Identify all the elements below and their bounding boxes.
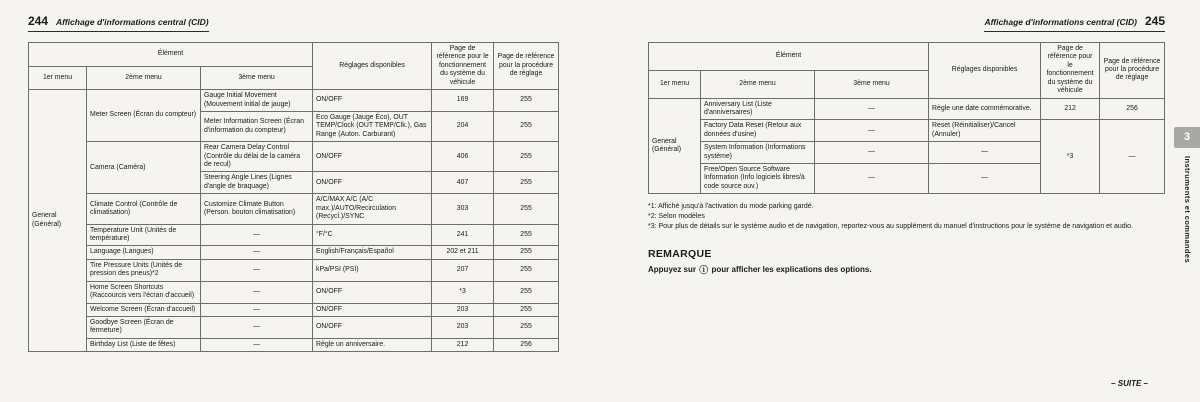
ref-vehicle-cell: 207 [432, 259, 494, 281]
menu3-cell: — [201, 303, 313, 316]
ref-vehicle-cell: 212 [1041, 98, 1100, 120]
table-row [29, 90, 559, 112]
menu1-cell: General (Général) [649, 98, 701, 194]
remark-text-prefix: Appuyez sur [648, 264, 697, 274]
remark-text-suffix: pour afficher les explications des options. [711, 264, 872, 274]
ref-setting-cell: 255 [494, 90, 559, 112]
menu2-cell: Home Screen Shortcuts (Raccourcis vers l'écran d'accueil) [87, 281, 201, 303]
menu1-header: 1er menu [29, 66, 87, 90]
ref-setting-cell: 255 [494, 303, 559, 316]
table-row [29, 316, 559, 338]
right-page-header [984, 14, 1165, 32]
menu3-cell: — [201, 281, 313, 303]
right-page [648, 14, 1165, 274]
menu2-cell: Language (Langues) [87, 246, 201, 259]
table-row [29, 338, 559, 351]
table-row [649, 120, 1165, 142]
ref-setting-cell: — [1100, 120, 1165, 194]
ref-vehicle-cell: *3 [1041, 120, 1100, 194]
ref-vehicle-cell: 202 et 211 [432, 246, 494, 259]
ref-setting-cell: 256 [494, 338, 559, 351]
settings-cell: Eco Gauge (Jauge Éco), OUT TEMP/Clock (OUT TEMP/Clk.), Gas Range (Auton. Carburant) [313, 111, 432, 141]
right-page-number: 245 [1144, 14, 1165, 28]
menu2-cell: Welcome Screen (Écran d'accueil) [87, 303, 201, 316]
menu3-cell: — [815, 142, 929, 164]
menu2-cell: Anniversary List (Liste d'anniversaires) [701, 98, 815, 120]
footnotes [648, 202, 1148, 231]
chapter-title-vertical: Instruments et commandes [1183, 156, 1192, 264]
ref-vehicle-cell: *3 [432, 281, 494, 303]
ref-vehicle-cell: 407 [432, 172, 494, 194]
menu2-cell: Climate Control (Contrôle de climatisation) [87, 194, 201, 224]
menu2-cell: Tire Pressure Units (Unités de pression des pneus)*2 [87, 259, 201, 281]
ref-vehicle-cell: 203 [432, 316, 494, 338]
ref-vehicle-header: Page de référence pour le fonctionnement du système du véhicule [432, 43, 494, 90]
ref-vehicle-cell: 241 [432, 224, 494, 246]
ref-setting-cell: 255 [494, 111, 559, 141]
menu3-cell: — [201, 316, 313, 338]
table-row [29, 259, 559, 281]
table-row [29, 142, 559, 172]
settings-cell: ON/OFF [313, 316, 432, 338]
left-page [28, 14, 590, 352]
menu2-cell: Meter Screen (Écran du compteur) [87, 90, 201, 142]
left-page-title: Affichage d'informations central (CID) [56, 17, 209, 27]
menu2-cell: Temperature Unit (Unités de température) [87, 224, 201, 246]
settings-cell: Reset (Réinitialiser)/Cancel (Annuler) [929, 120, 1041, 142]
chapter-number-badge: 3 [1174, 127, 1200, 148]
menu2-cell: Free/Open Source Software Information (Info logiciels libres/à code source ouv.) [701, 164, 815, 194]
ref-vehicle-cell: 169 [432, 90, 494, 112]
settings-cell: ON/OFF [313, 142, 432, 172]
settings-cell: English/Français/Español [313, 246, 432, 259]
element-header: Élément [649, 43, 929, 71]
ref-vehicle-header: Page de référence pour le fonctionnement du système du véhicule [1041, 43, 1100, 99]
table-row [29, 281, 559, 303]
ref-setting-cell: 255 [494, 172, 559, 194]
table-row [29, 194, 559, 224]
ref-setting-cell: 256 [1100, 98, 1165, 120]
menu1-cell: General (Général) [29, 90, 87, 352]
ref-setting-cell: 255 [494, 246, 559, 259]
ref-setting-header: Page de référence pour la procédure de réglage [1100, 43, 1165, 99]
menu3-cell: — [201, 246, 313, 259]
ref-setting-cell: 255 [494, 316, 559, 338]
remark-text [648, 265, 1165, 274]
settings-cell: kPa/PSI (PSI) [313, 259, 432, 281]
settings-header: Réglages disponibles [313, 43, 432, 90]
table-row [29, 246, 559, 259]
menu3-cell: — [815, 98, 929, 120]
settings-header: Réglages disponibles [929, 43, 1041, 99]
ref-setting-cell: 255 [494, 281, 559, 303]
menu3-cell: — [201, 224, 313, 246]
right-page-title: Affichage d'informations central (CID) [984, 17, 1137, 27]
menu3-cell: — [815, 120, 929, 142]
menu3-cell: — [201, 338, 313, 351]
ref-setting-cell: 255 [494, 142, 559, 172]
settings-cell: Règle une date commémorative. [929, 98, 1041, 120]
menu3-header: 3ème menu [201, 66, 313, 90]
settings-cell: °F/°C [313, 224, 432, 246]
table-row [29, 303, 559, 316]
ref-vehicle-cell: 203 [432, 303, 494, 316]
ref-setting-cell: 255 [494, 259, 559, 281]
remark-heading: REMARQUE [648, 247, 712, 260]
table-row [29, 224, 559, 246]
menu3-cell: — [815, 164, 929, 194]
menu2-cell: System Information (Informations système) [701, 142, 815, 164]
ref-vehicle-cell: 212 [432, 338, 494, 351]
menu2-header: 2ème menu [701, 70, 815, 98]
menu2-cell: Factory Data Reset (Retour aux données d'usine) [701, 120, 815, 142]
table-row [649, 98, 1165, 120]
element-header: Élément [29, 43, 313, 67]
chapter-side-tab [1174, 127, 1200, 286]
footnote-1: *1: Affiché jusqu'à l'activation du mode parking gardé. [648, 203, 814, 211]
settings-cell: A/C/MAX A/C (A/C max.)/AUTO/Recirculation (Recycl.)/SYNC [313, 194, 432, 224]
ref-setting-cell: 255 [494, 194, 559, 224]
settings-table-left [28, 42, 559, 352]
menu3-cell: Gauge Initial Movement (Mouvement initial de jauge) [201, 90, 313, 112]
menu2-cell: Birthday List (Liste de fêtes) [87, 338, 201, 351]
settings-cell: — [929, 142, 1041, 164]
footnote-2: *2: Selon modèles [648, 213, 705, 221]
menu2-cell: Camera (Caméra) [87, 142, 201, 194]
ref-vehicle-cell: 303 [432, 194, 494, 224]
ref-setting-header: Page de référence pour la procédure de réglage [494, 43, 559, 90]
menu3-cell: Meter Information Screen (Écran d'information du compteur) [201, 111, 313, 141]
settings-table-right [648, 42, 1165, 194]
menu3-cell: Steering Angle Lines (Lignes d'angle de braquage) [201, 172, 313, 194]
menu3-header: 3ème menu [815, 70, 929, 98]
ref-setting-cell: 255 [494, 224, 559, 246]
menu3-cell: Customize Climate Button (Person. bouton climatisation) [201, 194, 313, 224]
ref-vehicle-cell: 204 [432, 111, 494, 141]
menu2-header: 2ème menu [87, 66, 201, 90]
settings-cell: Règle un anniversaire. [313, 338, 432, 351]
menu1-header: 1er menu [649, 70, 701, 98]
settings-cell: — [929, 164, 1041, 194]
settings-cell: ON/OFF [313, 172, 432, 194]
left-page-number: 244 [28, 14, 49, 28]
footnote-3: *3: Pour plus de détails sur le système audio et de navigation, reportez-vous au supplément du manuel d'instructions pour le système de navigation et audio. [648, 222, 1134, 230]
info-icon: ⓘ [699, 264, 709, 275]
menu3-cell: — [201, 259, 313, 281]
settings-cell: ON/OFF [313, 303, 432, 316]
settings-cell: ON/OFF [313, 90, 432, 112]
settings-cell: ON/OFF [313, 281, 432, 303]
ref-vehicle-cell: 406 [432, 142, 494, 172]
continuation-marker: – SUITE – [1111, 379, 1148, 388]
left-page-header [28, 14, 209, 32]
menu3-cell: Rear Camera Delay Control (Contrôle du délai de la caméra de recul) [201, 142, 313, 172]
menu2-cell: Goodbye Screen (Écran de fermeture) [87, 316, 201, 338]
